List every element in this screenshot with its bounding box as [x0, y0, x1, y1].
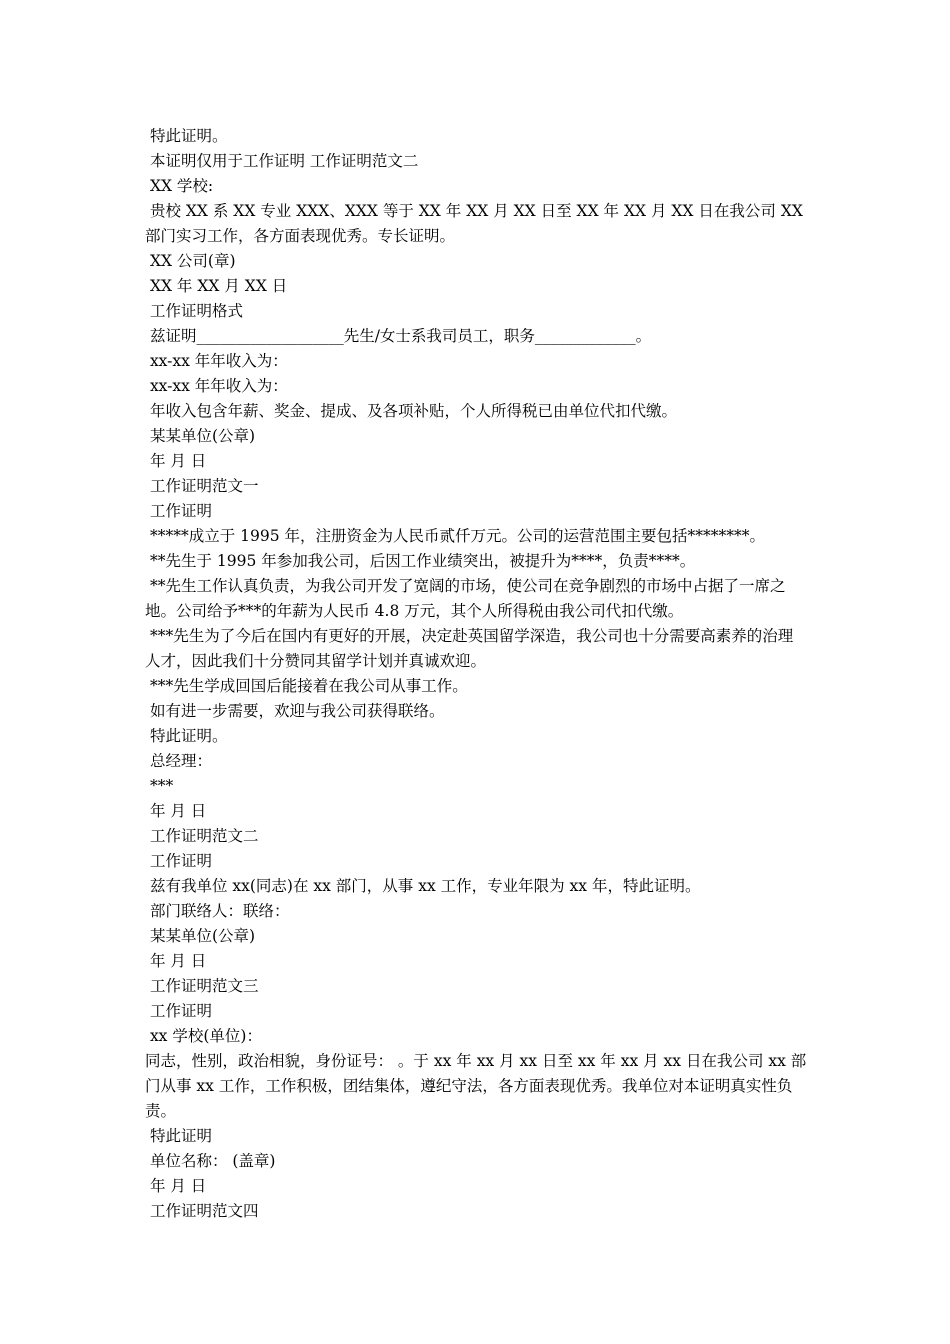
- paragraph: 年 月 日: [145, 802, 207, 820]
- paragraph: 年收入包含年薪、奖金、提成、及各项补贴，个人所得税已由单位代扣代缴。: [145, 402, 677, 420]
- paragraph: XX 年 XX 月 XX 日: [145, 277, 288, 295]
- paragraph: XX 公司(章): [145, 252, 236, 270]
- paragraph: 如有进一步需要，欢迎与我公司获得联络。: [145, 702, 445, 720]
- paragraph: **先生于 1995 年参加我公司，后因工作业绩突出，被提升为****，负责****。: [145, 552, 696, 570]
- paragraph: 工作证明: [145, 852, 212, 870]
- paragraph: *****成立于 1995 年，注册资金为人民币贰仟万元。公司的运营范围主要包括********。: [145, 527, 765, 545]
- paragraph: 特此证明。: [145, 127, 228, 145]
- paragraph: 工作证明: [145, 1002, 212, 1020]
- paragraph: 总经理：: [145, 752, 212, 770]
- paragraph: 工作证明: [145, 502, 212, 520]
- document-body: [145, 124, 808, 1224]
- paragraph: 工作证明范文三: [145, 977, 259, 995]
- paragraph: 本证明仅用于工作证明 工作证明范文二: [145, 152, 419, 170]
- paragraph: 年 月 日: [145, 952, 207, 970]
- paragraph: 工作证明格式: [145, 302, 243, 320]
- paragraph: 某某单位(公章): [145, 927, 256, 945]
- paragraph: 特此证明: [145, 1127, 212, 1145]
- paragraph: ***先生学成回国后能接着在我公司从事工作。: [145, 677, 468, 695]
- paragraph: 部门联络人：联络：: [145, 902, 290, 920]
- paragraph: xx-xx 年年收入为：: [145, 377, 288, 395]
- paragraph: 兹证明___________________先生/女士系我司员工，职务_____________。: [145, 327, 652, 345]
- paragraph: **先生工作认真负责，为我公司开发了宽阔的市场，使公司在竞争剧烈的市场中占据了一席之地。公司给予***的年薪为人民币 4.8 万元，其个人所得税由我公司代扣代缴。: [145, 577, 786, 620]
- paragraph: 单位名称： (盖章): [145, 1152, 276, 1170]
- paragraph: 特此证明。: [145, 727, 228, 745]
- paragraph: 工作证明范文一: [145, 477, 259, 495]
- paragraph: 年 月 日: [145, 1177, 207, 1195]
- paragraph: 兹有我单位 xx(同志)在 xx 部门，从事 xx 工作，专业年限为 xx 年，特此证明。: [145, 877, 701, 895]
- paragraph: 同志，性别，政治相貌，身份证号： 。于 xx 年 xx 月 xx 日至 xx 年 xx 月 xx 日在我公司 xx 部门从事 xx 工作，工作积极，团结集体，遵纪守法，各方面表现优秀。我单位对本证明真实性负责。: [145, 1052, 807, 1120]
- paragraph: xx-xx 年年收入为：: [145, 352, 288, 370]
- paragraph: XX 学校:: [145, 177, 214, 195]
- paragraph: 贵校 XX 系 XX 专业 XXX、XXX 等于 XX 年 XX 月 XX 日至 XX 年 XX 月 XX 日在我公司 XX 部门实习工作，各方面表现优秀。专长证明。: [145, 202, 808, 245]
- paragraph: 年 月 日: [145, 452, 207, 470]
- paragraph: 工作证明范文四: [145, 1202, 259, 1220]
- paragraph: ***先生为了今后在国内有更好的开展，决定赴英国留学深造，我公司也十分需要高素养的治理人才，因此我们十分赞同其留学计划并真诚欢迎。: [145, 627, 794, 670]
- paragraph: xx 学校(单位)：: [145, 1027, 262, 1045]
- paragraph: ***: [145, 777, 174, 795]
- paragraph: 工作证明范文二: [145, 827, 259, 845]
- paragraph: 某某单位(公章): [145, 427, 256, 445]
